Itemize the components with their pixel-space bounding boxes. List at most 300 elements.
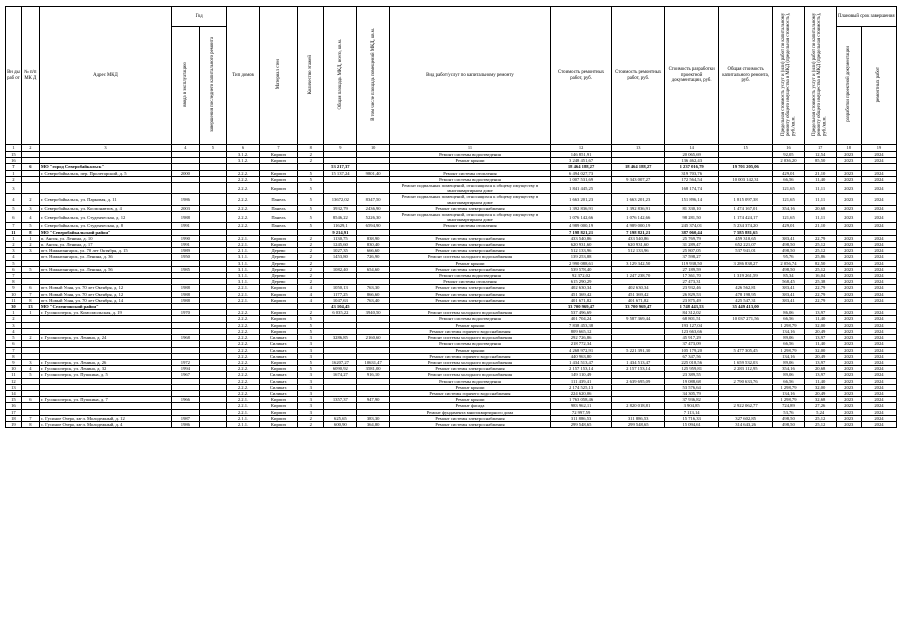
table-cell: 2.2.1.: [227, 403, 260, 409]
table-cell: 2023: [836, 390, 861, 396]
table-cell: 23 389,55: [665, 372, 719, 378]
table-cell: 2024: [861, 279, 896, 285]
table-cell: [324, 183, 357, 194]
table-cell: 2023: [836, 341, 861, 347]
table-cell: 225 018,56: [665, 359, 719, 365]
table-cell: Ремонт подвальных помещений, относящихся к общему имуществу в многоквартирном доме: [390, 212, 551, 223]
table-cell: 478 198,95: [719, 291, 773, 297]
header-work-type: Вид работ/услуг по капитальному ремонту: [390, 7, 551, 145]
table-cell: 2: [21, 335, 39, 341]
table-cell: г. Гусиноозерск, ул. Комсомольская, д. 19: [39, 310, 171, 316]
table-cell: 2023: [836, 205, 861, 211]
table-cell: 5: [6, 205, 22, 211]
table-cell: 2.1.1.: [227, 248, 260, 254]
table-cell: 2.2.2.: [227, 390, 260, 396]
table-cell: 6 035,22: [324, 310, 357, 316]
header-limit-2: Предельная стоимость услуг и (или) работ по капитальному ремонту общего имущества в МКД (предельная стоимость), руб./кв.м.: [812, 13, 828, 137]
table-cell: 85,34: [773, 273, 805, 279]
table-cell: 5: [21, 266, 39, 272]
table-cell: 4: [298, 285, 324, 291]
table-cell: 2024: [861, 310, 896, 316]
table-cell: 2023: [836, 223, 861, 229]
table-cell: 1 841 445,25: [550, 183, 611, 194]
table-cell: 3: [6, 248, 22, 254]
table-cell: 2023: [836, 242, 861, 248]
table-cell: 4 989 000,19: [612, 223, 665, 229]
table-cell: 5: [21, 372, 39, 378]
table-cell: 11: [6, 297, 22, 303]
table-cell: 5: [298, 366, 324, 372]
table-cell: 84 312,02: [665, 310, 719, 316]
table-cell: 1082,40: [324, 266, 357, 272]
table-cell: 1 247 238,70: [612, 273, 665, 279]
table-cell: МО "Селенгинский район": [39, 304, 171, 310]
header-year-repair: завершения последнего капитального ремонта: [210, 36, 216, 132]
column-number: 18: [836, 145, 861, 152]
table-cell: 15 137,24: [324, 170, 357, 176]
table-cell: 218 772,34: [550, 341, 611, 347]
table-cell: 2: [298, 273, 324, 279]
table-cell: 134,16: [773, 353, 805, 359]
table-cell: 1950: [172, 254, 200, 260]
table-cell: 2024: [861, 322, 896, 328]
table-cell: 2.2.2.: [227, 170, 260, 176]
table-cell: 2023: [836, 194, 861, 205]
table-cell: 615 290,29: [550, 279, 611, 285]
table-cell: 2024: [861, 205, 896, 211]
table-cell: 7: [6, 273, 22, 279]
table-cell: 2023: [836, 378, 861, 384]
table-cell: Ремонт системы электроснабжения: [390, 291, 551, 297]
table-cell: 4: [6, 254, 22, 260]
table-cell: 89,06: [773, 359, 805, 365]
table-cell: 2 056,74: [773, 260, 805, 266]
table-cell: 149 110,49: [550, 372, 611, 378]
table-cell: 119 938,50: [665, 260, 719, 266]
table-cell: 4: [6, 194, 22, 205]
table-cell: 2023: [836, 397, 861, 403]
column-number: 11: [390, 145, 551, 152]
table-cell: 1050,13: [324, 285, 357, 291]
table-cell: 37 598,27: [665, 254, 719, 260]
table-cell: 3940,50: [357, 310, 390, 316]
table-cell: 5: [298, 176, 324, 182]
column-number: 3: [39, 145, 171, 152]
table-cell: 364,80: [357, 421, 390, 427]
table-cell: 2023: [836, 212, 861, 223]
table-cell: Ремонт системы холодного водоснабжения: [390, 359, 551, 365]
table-cell: 2024: [861, 242, 896, 248]
table-cell: 2.2.2.: [227, 212, 260, 223]
table-cell: 600,90: [324, 421, 357, 427]
table-cell: 2024: [861, 415, 896, 421]
table-cell: 7: [6, 223, 22, 229]
table-cell: 426 562,81: [719, 285, 773, 291]
table-cell: Ремонт фундамента многоквартирного дома: [390, 409, 551, 415]
table-cell: 383,30: [357, 415, 390, 421]
table-cell: 327 602,85: [719, 415, 773, 421]
table-cell: 5: [298, 205, 324, 211]
table-cell: п. Ангоя, ул. Ленина, д. 10: [39, 235, 171, 241]
table-cell: Ремонт системы электроснабжения: [390, 285, 551, 291]
table-cell: 2.2.2.: [227, 359, 260, 365]
table-cell: 67 347,56: [665, 353, 719, 359]
table-cell: 498,50: [773, 266, 805, 272]
table-cell: Ремонт системы водоотведения: [390, 152, 551, 158]
table-cell: 32,68: [804, 397, 836, 403]
table-cell: г. Северобайкальск, ул. Студенческая, д. 12: [39, 212, 171, 223]
table-cell: 383,41: [773, 285, 805, 291]
table-cell: 2023: [836, 322, 861, 328]
table-cell: 9 214,91: [324, 229, 357, 235]
table-cell: Ремонт подвальных помещений, относящихся к общему имуществу в многоквартирном доме: [390, 183, 551, 194]
table-cell: [357, 183, 390, 194]
table-cell: 151 896,14: [665, 194, 719, 205]
table-cell: 2024: [861, 409, 896, 415]
column-number: 6: [227, 145, 260, 152]
column-number: 17: [804, 145, 836, 152]
table-cell: 2024: [861, 223, 896, 229]
table-cell: 11: [6, 372, 22, 378]
table-cell: 6090,92: [324, 366, 357, 372]
table-cell: 37 473,09: [665, 341, 719, 347]
table-cell: 451 369,42: [612, 291, 665, 297]
table-cell: 2024: [861, 152, 896, 158]
table-cell: Кирпич: [259, 152, 297, 158]
table-cell: 172 564,54: [665, 176, 719, 182]
table-cell: 81 330,10: [665, 205, 719, 211]
table-cell: 82,50: [804, 260, 836, 266]
table-cell: 983 962,11: [550, 403, 611, 409]
table-cell: 16: [6, 158, 22, 164]
table-cell: 25,38: [804, 279, 836, 285]
table-cell: 193 127,04: [665, 322, 719, 328]
table-cell: 14: [6, 390, 22, 396]
table-cell: 27,26: [804, 403, 836, 409]
table-cell: 17 361,70: [665, 273, 719, 279]
table-cell: 8: [6, 353, 22, 359]
table-cell: 1987: [172, 415, 200, 421]
table-cell: 2003: [172, 205, 200, 211]
table-cell: Силикат.: [259, 384, 297, 390]
table-cell: 3 129 342,50: [612, 260, 665, 266]
header-floors: Количество этажей: [308, 54, 314, 94]
table-cell: Кирпич: [259, 328, 297, 334]
table-cell: 8: [21, 297, 39, 303]
table-cell: 21,10: [804, 170, 836, 176]
table-cell: 2.2.2.: [227, 322, 260, 328]
table-cell: г. Гусиноозерск, ул. Ленина, д. 26: [39, 359, 171, 365]
table-cell: 4: [6, 328, 22, 334]
table-cell: 3: [298, 335, 324, 341]
column-number: 13: [612, 145, 665, 152]
table-cell: 245 374,01: [665, 223, 719, 229]
table-cell: 2024: [861, 403, 896, 409]
table-cell: 7: [21, 291, 39, 297]
table-cell: 146 851,91: [550, 152, 611, 158]
table-cell: г. Гусиноозерск, ул. Ленина, д. 24: [39, 335, 171, 341]
table-cell: 2024: [861, 341, 896, 347]
table-cell: 1 663 201,23: [612, 194, 665, 205]
table-cell: Кирпич: [259, 291, 297, 297]
table-cell: 6 494 027,73: [550, 170, 611, 176]
table-cell: 16,04: [804, 273, 836, 279]
table-cell: Кирпич: [259, 409, 297, 415]
table-cell: 5: [21, 223, 39, 229]
table-cell: 3: [298, 409, 324, 415]
table-cell: 19 701 205,06: [719, 164, 773, 170]
table-cell: Ремонт системы холодного водоснабжения: [390, 335, 551, 341]
table-cell: г. Северобайкальск, ул. Студенческая, д. 8: [39, 223, 171, 229]
table-cell: 4 268 972,91: [550, 347, 611, 353]
table-cell: 86,06: [773, 310, 805, 316]
table-cell: 429,01: [773, 170, 805, 176]
table-cell: 2 157 153,14: [612, 366, 665, 372]
table-cell: 25,12: [804, 266, 836, 272]
table-cell: 1985: [172, 266, 200, 272]
table-cell: 32,00: [804, 322, 836, 328]
table-cell: 1967: [172, 372, 200, 378]
table-cell: 866,60: [357, 291, 390, 297]
table-cell: 433 540,86: [612, 235, 665, 241]
table-cell: 7 838 453,38: [550, 322, 611, 328]
table-cell: 311 886,53: [612, 415, 665, 421]
table-cell: 1 298,79: [773, 347, 805, 353]
table-cell: 37 936,82: [665, 397, 719, 403]
table-cell: 1 174 424,17: [719, 212, 773, 223]
header-type: Тип домов: [227, 7, 260, 145]
table-cell: 11,40: [804, 341, 836, 347]
table-cell: Ремонт системы электроснабжения: [390, 205, 551, 211]
table-cell: 512 133,96: [612, 248, 665, 254]
table-cell: Панель: [259, 194, 297, 205]
table-cell: пгт. Нижнеангарск, ул. Ленина, д. 56: [39, 266, 171, 272]
table-cell: г. Северобайкальск, ул. Космонавтов, д. 4: [39, 205, 171, 211]
table-cell: 13,97: [804, 310, 836, 316]
table-cell: Ремонт системы электроснабжения: [390, 366, 551, 372]
table-cell: 383,41: [773, 291, 805, 297]
table-cell: 383,41: [773, 235, 805, 241]
header-c1: Вн ды раб от: [6, 7, 22, 145]
table-cell: 498,50: [773, 421, 805, 427]
table-cell: 652 221,07: [719, 242, 773, 248]
table-cell: 9 343 007,27: [612, 176, 665, 182]
table-cell: 947,90: [357, 397, 390, 403]
table-cell: 2.2.1.: [227, 242, 260, 248]
table-cell: Ремонт системы электроснабжения: [390, 415, 551, 421]
table-cell: 2.2.1.: [227, 285, 260, 291]
table-cell: 2 157 153,14: [550, 366, 611, 372]
table-cell: 1966: [172, 397, 200, 403]
table-cell: Ремонт крыши: [390, 384, 551, 390]
table-cell: 2.2.2.: [227, 335, 260, 341]
table-cell: 512 133,96: [550, 248, 611, 254]
table-cell: 2160,60: [357, 335, 390, 341]
column-number: 15: [719, 145, 773, 152]
table-cell: 5: [298, 194, 324, 205]
table-cell: Кирпич: [259, 366, 297, 372]
table-cell: 25,12: [804, 242, 836, 248]
table-cell: 7 198 821,21: [550, 229, 611, 235]
table-cell: 3.1.1.: [227, 260, 260, 266]
table-cell: 2023: [836, 248, 861, 254]
table-cell: 5: [6, 335, 22, 341]
table-cell: Ремонт системы электроснабжения: [390, 242, 551, 248]
table-cell: 1991: [172, 242, 200, 248]
table-cell: 3: [298, 390, 324, 396]
table-cell: 7 585 881,65: [719, 229, 773, 235]
table-cell: 402 630,34: [612, 285, 665, 291]
table-cell: 22,79: [804, 285, 836, 291]
table-cell: 1453,80: [324, 254, 357, 260]
table-cell: 2: [298, 415, 324, 421]
table-cell: 2024: [861, 353, 896, 359]
table-cell: 1: [6, 310, 22, 316]
table-cell: 1 434 513,47: [550, 359, 611, 365]
table-cell: 10: [6, 291, 22, 297]
table-cell: 2024: [861, 266, 896, 272]
table-cell: 1970: [172, 310, 200, 316]
header-cost-total: Общая стоимость капитального ремонта, руб.: [719, 7, 773, 145]
table-cell: 35 449 413,00: [719, 304, 773, 310]
table-cell: 1 663 201,23: [550, 194, 611, 205]
table-cell: 25,12: [804, 248, 836, 254]
table-cell: 354,16: [773, 205, 805, 211]
table-cell: 2024: [861, 335, 896, 341]
table-cell: 1 748 443,53: [665, 304, 719, 310]
table-cell: 20 065,69: [665, 152, 719, 158]
table-cell: 620 931,60: [550, 242, 611, 248]
header-cost-works-2: Стоимость ремонтных работ, руб.: [612, 7, 665, 145]
table-cell: 8: [21, 421, 39, 427]
table-cell: 121,65: [773, 212, 805, 223]
table-cell: 66,56: [773, 176, 805, 182]
table-row: [6, 194, 897, 205]
column-number: 7: [259, 145, 297, 152]
table-cell: [199, 212, 227, 223]
table-cell: г. Северобайкальск, ул. Парковая, д. 11: [39, 194, 171, 205]
table-cell: Ремонт системы отопления: [390, 170, 551, 176]
table-cell: 6: [21, 397, 39, 403]
table-cell: 11,40: [804, 316, 836, 322]
table-cell: Ремонт системы электроснабжения: [390, 248, 551, 254]
table-cell: 401 671,82: [550, 297, 611, 303]
table-cell: 13,97: [804, 372, 836, 378]
column-number: 16: [773, 145, 805, 152]
column-number: 9: [324, 145, 357, 152]
table-cell: Панель: [259, 212, 297, 223]
table-cell: 387 060,44: [665, 229, 719, 235]
table-cell: 2024: [861, 291, 896, 297]
column-number: 8: [298, 145, 324, 152]
table-cell: 2024: [861, 372, 896, 378]
column-number: 2: [21, 145, 39, 152]
table-cell: 139 253,88: [550, 254, 611, 260]
table-cell: 838,90: [357, 235, 390, 241]
table-row: [6, 212, 897, 223]
table-cell: 2: [298, 248, 324, 254]
table-cell: 11,11: [804, 183, 836, 194]
table-cell: 2.2.2.: [227, 384, 260, 390]
table-cell: 1 237 016,79: [665, 164, 719, 170]
table-header: [6, 7, 897, 152]
table-cell: Ремонт системы горячего водоснабжения: [390, 353, 551, 359]
table-cell: 18 464 188,27: [550, 164, 611, 170]
table-cell: 1988: [172, 285, 200, 291]
table-cell: 3.1.1.: [227, 254, 260, 260]
table-cell: 440 963,80: [550, 353, 611, 359]
table-cell: 3 286 838,27: [719, 260, 773, 266]
table-cell: 134,16: [773, 390, 805, 396]
table-cell: 2.2.1.: [227, 409, 260, 415]
table-cell: 10 037 271,56: [719, 316, 773, 322]
column-number: 10: [357, 145, 390, 152]
table-cell: 2024: [861, 248, 896, 254]
table-cell: 1990: [172, 235, 200, 241]
table-cell: 3: [298, 353, 324, 359]
table-cell: 66,56: [773, 316, 805, 322]
table-cell: 7 198 821,21: [612, 229, 665, 235]
table-cell: 299 548,65: [612, 421, 665, 427]
table-cell: 3581,00: [357, 366, 390, 372]
table-cell: 2.2.2.: [227, 328, 260, 334]
table-cell: 568,45: [773, 279, 805, 285]
table-cell: 2023: [836, 152, 861, 158]
table-cell: 1986: [172, 194, 200, 205]
table-cell: 224 620,06: [550, 390, 611, 396]
table-cell: 43 104,45: [324, 304, 357, 310]
header-area-rooms: В том числе площадь помещений МКД, кв.м.: [370, 27, 376, 121]
table-cell: 2023: [836, 183, 861, 194]
table-cell: Ремонт фасада: [390, 403, 551, 409]
table-cell: 4: [298, 297, 324, 303]
table-cell: 1357,37: [324, 397, 357, 403]
table-cell: 7: [6, 164, 22, 170]
header-cost-project: Стоимость разработки проектной документации, руб.: [665, 7, 719, 145]
table-cell: 2436,90: [357, 205, 390, 211]
table-cell: Дерево: [259, 260, 297, 266]
table-cell: Кирпич: [259, 359, 297, 365]
table-cell: 53 217,37: [324, 164, 357, 170]
table-cell: [199, 421, 227, 427]
table-cell: 2023: [836, 409, 861, 415]
table-cell: п. Ангоя, ул. Ленина, д. 17: [39, 242, 171, 248]
table-cell: 1047,63: [324, 297, 357, 303]
table-cell: 18 464 188,27: [612, 164, 665, 170]
table-row: [6, 421, 897, 427]
table-cell: 1177,25: [324, 291, 357, 297]
table-cell: пгт. Новый Уоян, ул. 70 лет Октября, д. 12: [39, 291, 171, 297]
table-cell: 15 716,33: [665, 415, 719, 421]
table-cell: 2024: [861, 384, 896, 390]
table-cell: [172, 183, 200, 194]
header-srok: Плановый срок завершения: [836, 7, 896, 27]
table-cell: 5: [298, 212, 324, 223]
table-cell: 9 587 369,44: [612, 316, 665, 322]
table-cell: 402 630,34: [550, 285, 611, 291]
table-cell: 5226,30: [357, 212, 390, 223]
table-cell: 2023: [836, 273, 861, 279]
table-cell: 3.1.1.: [227, 273, 260, 279]
table-cell: Кирпич: [259, 176, 297, 182]
table-cell: 1988: [172, 297, 200, 303]
table-cell: 5: [6, 260, 22, 266]
table-cell: 5: [298, 183, 324, 194]
table-cell: 8: [21, 229, 39, 235]
table-cell: 23 875,49: [665, 297, 719, 303]
table-cell: Дерево: [259, 266, 297, 272]
table-cell: Дерево: [259, 248, 297, 254]
